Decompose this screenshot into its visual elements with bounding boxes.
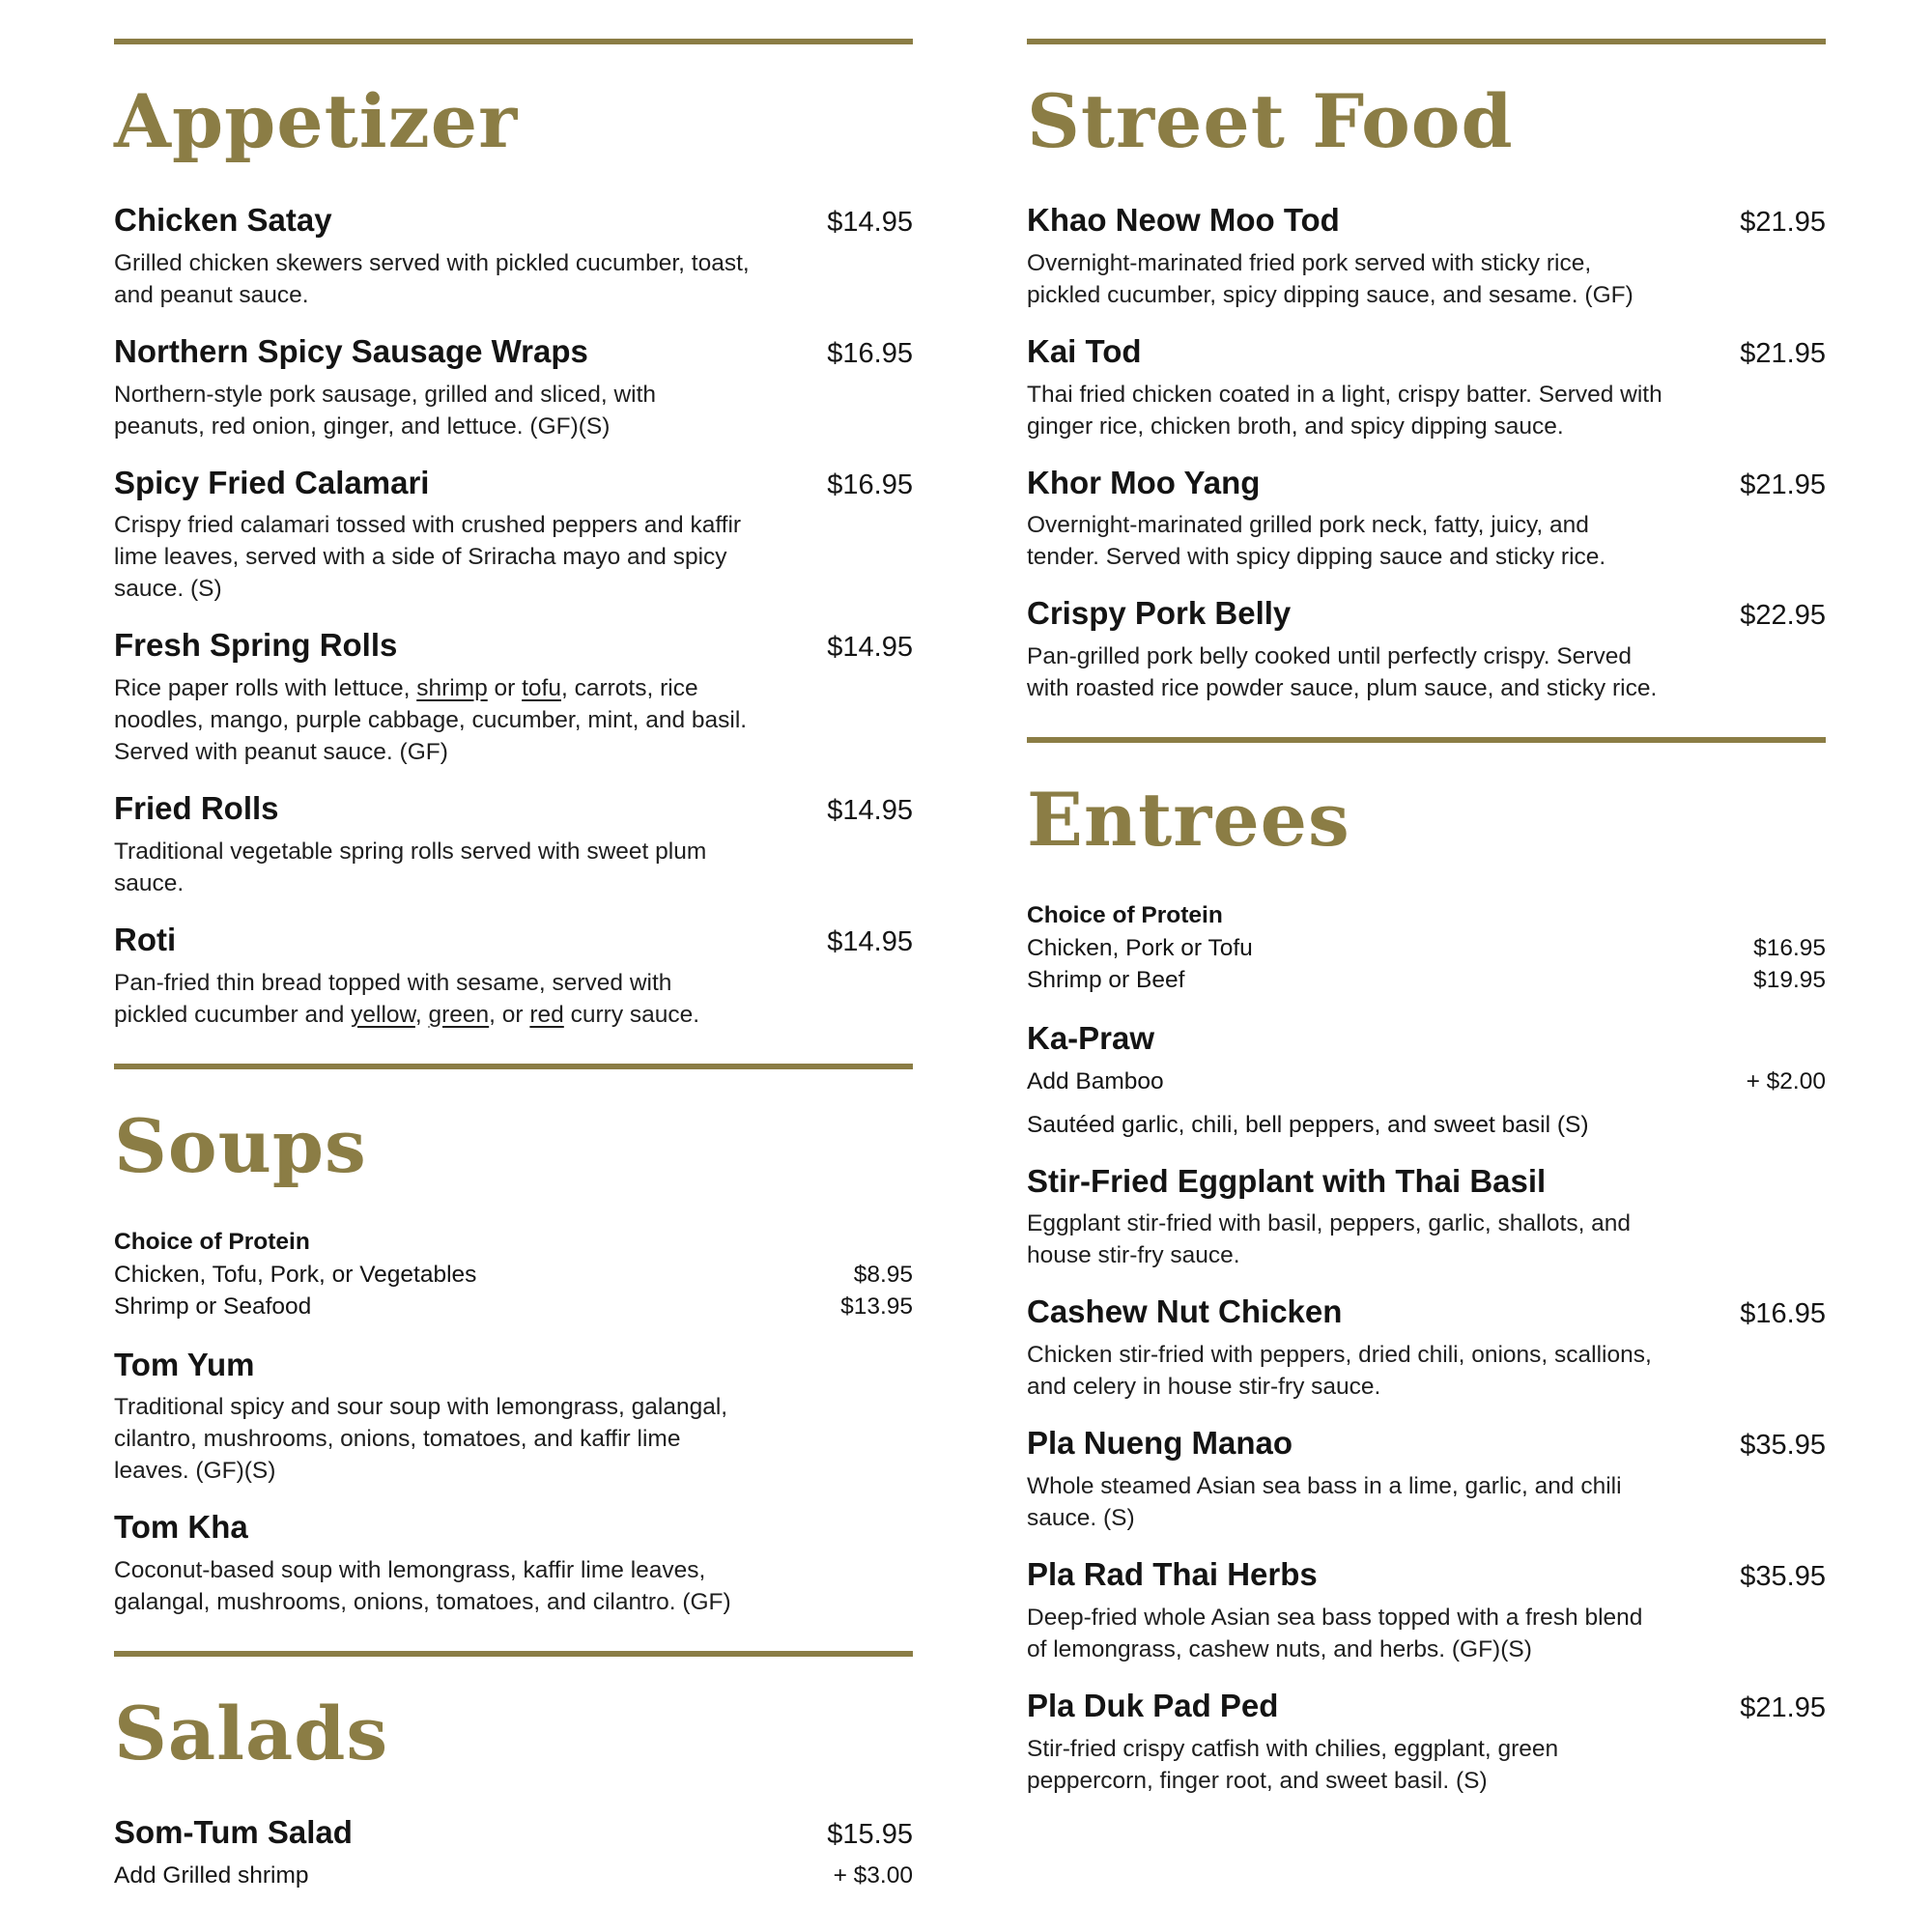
item-name: Pla Nueng Manao (1027, 1425, 1293, 1462)
protein-row (114, 1259, 913, 1291)
menu-item (1027, 1424, 1826, 1534)
section-title: Street Food (1027, 78, 1514, 164)
menu-item (1027, 464, 1826, 574)
addon-row (114, 1860, 913, 1891)
addon-row (1027, 1065, 1826, 1097)
protein-price: $19.95 (1753, 967, 1826, 994)
option-green: green (428, 1001, 490, 1028)
option-yellow: yellow (351, 1001, 415, 1028)
item-name: Cashew Nut Chicken (1027, 1293, 1343, 1330)
item-description: Overnight-marinated fried pork served with sticky rice, pickled cucumber, spicy dipping sauce, and sesame. (GF) (1027, 249, 1634, 308)
addon-price: + $2.00 (1746, 1067, 1826, 1094)
menu-item (114, 789, 913, 899)
section-divider (114, 1651, 913, 1657)
item-description: Eggplant stir-fried with basil, peppers, garlic, shallots, and house stir-fry sauce. (1027, 1210, 1632, 1269)
menu-right-column (1027, 39, 1826, 1830)
menu-item (114, 626, 913, 768)
item-description: Pan-fried thin bread topped with sesame, served with pickled cucumber and yellow, green, or red curry sauce. (114, 969, 700, 1028)
item-name: Northern Spicy Sausage Wraps (114, 332, 588, 369)
protein-option: Shrimp or Beef (1027, 967, 1185, 994)
item-price: $35.95 (1740, 1430, 1826, 1462)
protein-row (1027, 964, 1826, 996)
item-description: Traditional vegetable spring rolls served with sweet plum sauce. (114, 838, 707, 896)
menu-item (1027, 1162, 1826, 1272)
item-name: Chicken Satay (114, 202, 332, 238)
menu-left-column (114, 39, 913, 1924)
menu-item (1027, 1687, 1826, 1797)
salads-section (114, 1651, 913, 1891)
protein-choice (1027, 899, 1826, 996)
item-name: Som-Tum Salad (114, 1813, 353, 1850)
menu-item (114, 1346, 913, 1488)
street-food-section (1027, 39, 1826, 704)
item-name: Fresh Spring Rolls (114, 627, 398, 664)
item-description: Northern-style pork sausage, grilled and sliced, with peanuts, red onion, ginger, and lettuce. (GF)(S) (114, 381, 657, 440)
item-name: Khor Moo Yang (1027, 464, 1261, 500)
item-description: Pan-grilled pork belly cooked until perfectly crispy. Served with roasted rice powder sauce, plum sauce, and sticky rice. (1027, 643, 1658, 702)
menu-item (1027, 594, 1826, 704)
item-description: Overnight-marinated grilled pork neck, fatty, juicy, and tender. Served with spicy dipping sauce and sticky rice. (1027, 512, 1606, 571)
item-name: Pla Duk Pad Ped (1027, 1687, 1279, 1723)
soups-section (114, 1064, 913, 1618)
section-divider (1027, 737, 1826, 743)
section-title: Entrees (1027, 777, 1350, 864)
item-name: Kai Tod (1027, 332, 1142, 369)
menu-item (1027, 1555, 1826, 1665)
menu-item (1027, 332, 1826, 442)
item-name: Tom Yum (114, 1346, 255, 1382)
item-description: Grilled chicken skewers served with pickled cucumber, toast, and peanut sauce. (114, 249, 750, 308)
protein-row (1027, 932, 1826, 964)
option-tofu: tofu (522, 675, 561, 702)
protein-label: Choice of Protein (1027, 902, 1223, 929)
menu-item (114, 332, 913, 442)
menu-item (114, 921, 913, 1031)
section-title: Appetizer (114, 78, 519, 164)
item-price: $16.95 (1740, 1298, 1826, 1330)
item-price: $35.95 (1740, 1560, 1826, 1592)
item-price: $22.95 (1740, 600, 1826, 632)
protein-option: Shrimp or Seafood (114, 1293, 312, 1320)
protein-option: Chicken, Pork or Tofu (1027, 935, 1253, 962)
item-description: Traditional spicy and sour soup with lemongrass, galangal, cilantro, mushrooms, onions, tomatoes, and kaffir lime leaves. (GF)(S) (114, 1394, 728, 1485)
protein-price: $16.95 (1753, 935, 1826, 962)
item-price: $15.95 (827, 1818, 913, 1850)
section-divider (1027, 39, 1826, 44)
item-price: $14.95 (827, 925, 913, 957)
item-description: Stir-fried crispy catfish with chilies, eggplant, green peppercorn, finger root, and sweet basil. (S) (1027, 1735, 1559, 1794)
protein-label: Choice of Protein (114, 1228, 310, 1255)
item-price: $16.95 (827, 469, 913, 500)
item-description: Coconut-based soup with lemongrass, kaffir lime leaves, galangal, mushrooms, onions, tomatoes, and cilantro. (GF) (114, 1556, 731, 1615)
menu-item (114, 1813, 913, 1891)
menu-item (1027, 201, 1826, 311)
section-divider (114, 39, 913, 44)
item-price: $14.95 (827, 795, 913, 827)
item-name: Khao Neow Moo Tod (1027, 202, 1340, 238)
item-description: Chicken stir-fried with peppers, dried chili, onions, scallions, and celery in house stir-fry sauce. (1027, 1342, 1652, 1401)
menu-item (1027, 1019, 1826, 1141)
item-price: $14.95 (827, 632, 913, 664)
section-divider (114, 1064, 913, 1069)
section-title: Soups (114, 1102, 367, 1189)
item-description: Rice paper rolls with lettuce, shrimp or tofu, carrots, rice noodles, mango, purple cabbage, cucumber, mint, and basil. Served with peanut sauce. (GF) (114, 675, 748, 766)
addon-price: + $3.00 (833, 1861, 913, 1889)
item-price: $21.95 (1740, 207, 1826, 238)
menu-item (114, 1508, 913, 1618)
item-name: Ka-Praw (1027, 1020, 1155, 1057)
item-price: $16.95 (827, 337, 913, 369)
protein-price: $8.95 (853, 1261, 913, 1288)
addon-label: Add Bamboo (1027, 1067, 1164, 1094)
item-name: Tom Kha (114, 1509, 248, 1546)
menu-item (1027, 1293, 1826, 1403)
entrees-section (1027, 737, 1826, 1796)
protein-row (114, 1291, 913, 1322)
item-description: Deep-fried whole Asian sea bass topped with a fresh blend of lemongrass, cashew nuts, and herbs. (GF)(S) (1027, 1604, 1643, 1662)
addon-label: Add Grilled shrimp (114, 1861, 309, 1889)
menu-item (114, 464, 913, 606)
item-description: Sautéed garlic, chili, bell peppers, and sweet basil (S) (1027, 1111, 1589, 1138)
option-red: red (529, 1001, 564, 1028)
item-price: $21.95 (1740, 469, 1826, 500)
protein-choice (114, 1226, 913, 1322)
item-description: Thai fried chicken coated in a light, crispy batter. Served with ginger rice, chicken broth, and spicy dipping sauce. (1027, 381, 1662, 440)
menu-item (114, 201, 913, 311)
item-price: $14.95 (827, 207, 913, 238)
item-description: Crispy fried calamari tossed with crushed peppers and kaffir lime leaves, served with a side of Sriracha mayo and spicy sauce. (S) (114, 512, 742, 603)
item-name: Crispy Pork Belly (1027, 595, 1292, 632)
item-price: $21.95 (1740, 337, 1826, 369)
protein-price: $13.95 (840, 1293, 913, 1320)
section-title: Salads (114, 1690, 389, 1776)
item-price: $21.95 (1740, 1691, 1826, 1723)
appetizer-section (114, 39, 913, 1031)
option-shrimp: shrimp (416, 675, 488, 702)
item-name: Fried Rolls (114, 790, 279, 827)
item-name: Stir-Fried Eggplant with Thai Basil (1027, 1162, 1547, 1199)
item-name: Pla Rad Thai Herbs (1027, 1555, 1318, 1592)
item-name: Roti (114, 921, 177, 957)
item-description: Whole steamed Asian sea bass in a lime, garlic, and chili sauce. (S) (1027, 1472, 1622, 1531)
item-name: Spicy Fried Calamari (114, 464, 430, 500)
protein-option: Chicken, Tofu, Pork, or Vegetables (114, 1261, 477, 1288)
